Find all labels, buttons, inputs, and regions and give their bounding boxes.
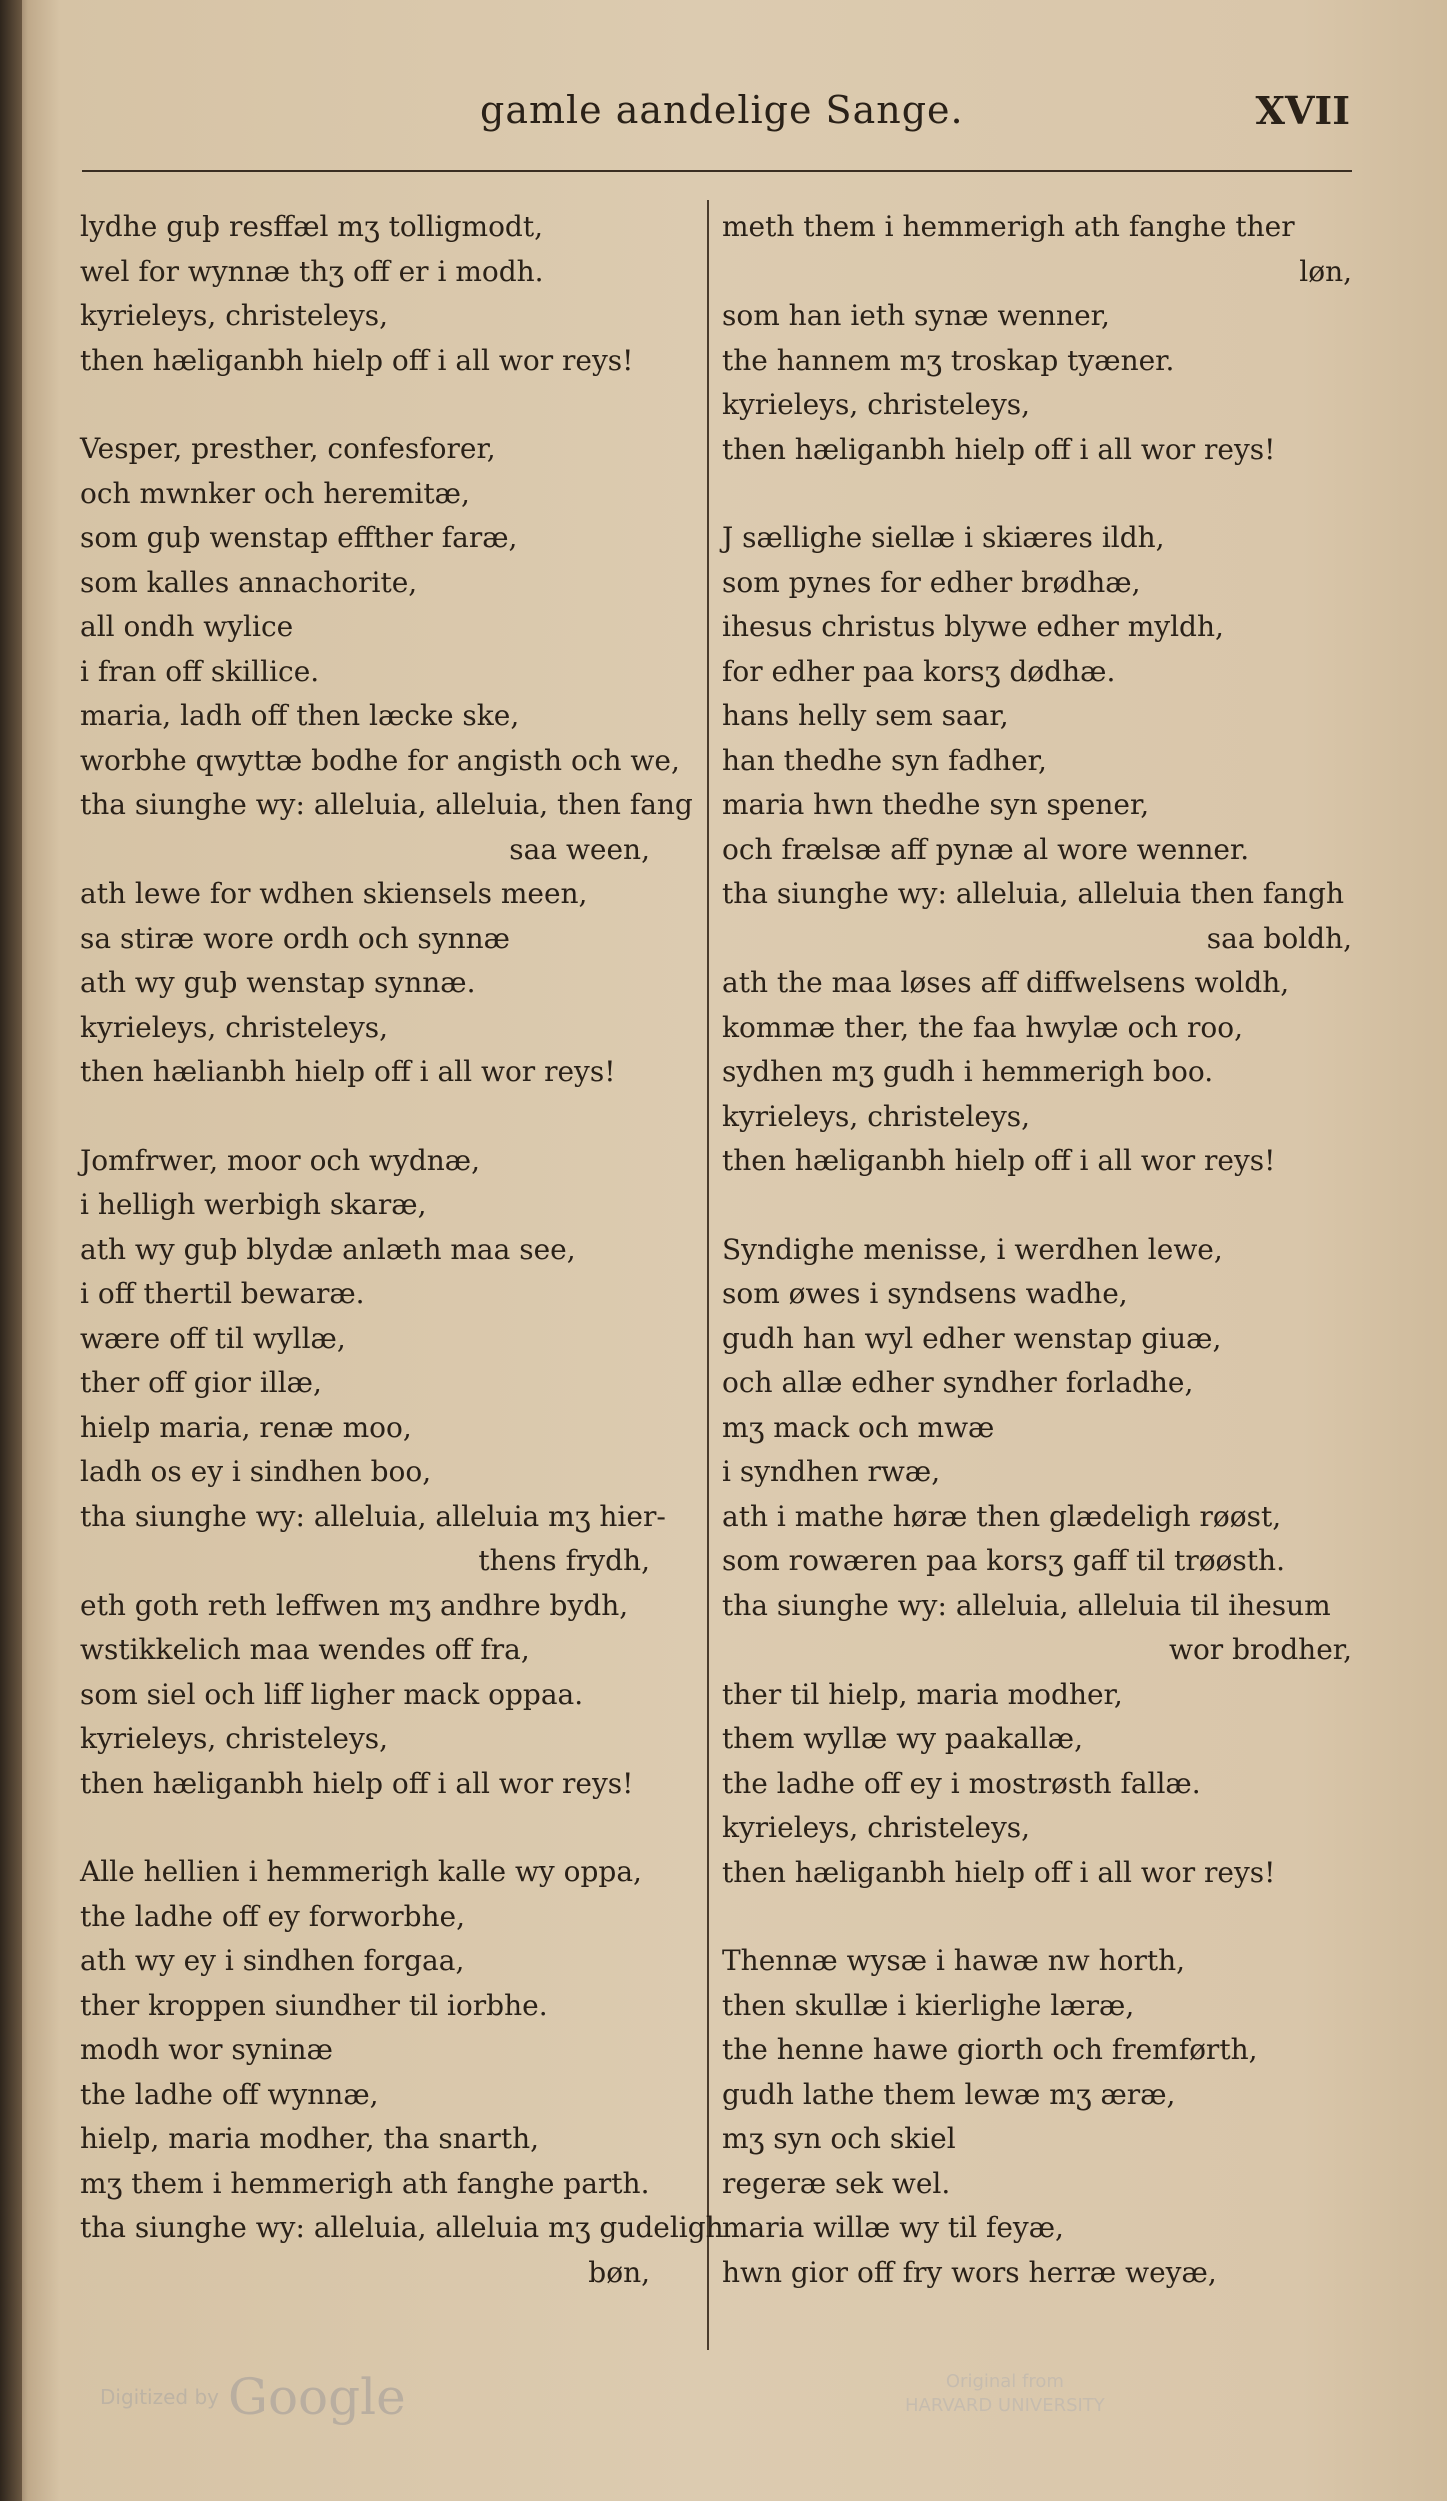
verse-line: tha siunghe wy: alleluia, alleluia mʒ hier-: [80, 1499, 666, 1533]
original-from-text: [905, 2370, 1105, 2418]
verse-line: kyrieleys, christeleys,: [80, 1010, 389, 1044]
verse-line: ath the maa løses aff diffwelsens woldh,: [722, 966, 1290, 999]
verse-line: maria, ladh off then læcke ske,: [80, 699, 520, 732]
verse-line: hielp, maria modher, tha snarth,: [80, 2122, 540, 2155]
stanza: [80, 205, 690, 383]
running-title: gamle aandelige Sange.: [480, 88, 964, 132]
header-rule: [82, 170, 1352, 172]
verse-line: wel for wynnæ thʒ off er i modh.: [80, 254, 544, 288]
verse-line: och mwnker och heremitæ,: [80, 476, 470, 510]
verse-line: the ladhe off ey forworbhe,: [80, 1899, 466, 1933]
harvard-university-line: HARVARD UNIVERSITY: [905, 2395, 1105, 2416]
verse-line: tha siunghe wy: alleluia, alleluia, then fang: [80, 788, 693, 821]
verse-line: ath i mathe høræ then glædeligh røøst,: [722, 1499, 1282, 1533]
verse-line: meth them i hemmerigh ath fanghe ther: [722, 210, 1295, 243]
verse-line: then hæliganbh hielp off i all wor reys!: [722, 432, 1276, 466]
verse-line: mʒ them i hemmerigh ath fanghe parth.: [80, 2166, 650, 2200]
verse-line-continuation: saa boldh,: [1206, 921, 1352, 955]
verse-line: kyrieleys, christeleys,: [80, 299, 389, 332]
running-header: [80, 88, 1350, 148]
verse-line: for edher paa korsʒ dødhæ.: [722, 654, 1116, 688]
verse-line: i off thertil bewaræ.: [80, 1277, 365, 1310]
verse-line: kyrieleys, christeleys,: [722, 1811, 1031, 1844]
verse-line: hielp maria, renæ moo,: [80, 1410, 412, 1444]
verse-line: Thennæ wysæ i hawæ nw horth,: [722, 1944, 1186, 1977]
verse-line: Alle hellien i hemmerigh kalle wy oppa,: [80, 1855, 642, 1888]
verse-line: hans helly sem saar,: [722, 699, 1009, 732]
verse-line: kyrieleys, christeleys,: [722, 1099, 1031, 1133]
verse-line: gudh lathe them lewæ mʒ æræ,: [722, 2077, 1176, 2111]
stanza: [80, 1139, 690, 1807]
verse-line: then hæliganbh hielp off i all wor reys!: [80, 1766, 634, 1800]
verse-line: som rowæren paa korsʒ gaff til trøøsth.: [722, 1544, 1285, 1577]
verse-line: tha siunghe wy: alleluia, alleluia then fangh: [722, 877, 1344, 910]
verse-line: i helligh werbigh skaræ,: [80, 1188, 427, 1221]
digitized-by-text: Digitized by: [100, 2385, 219, 2409]
right-column: [722, 205, 1362, 2339]
verse-line: maria hwn thedhe syn spener,: [722, 788, 1150, 821]
verse-line: i syndhen rwæ,: [722, 1455, 941, 1488]
verse-line: ther til hielp, maria modher,: [722, 1677, 1123, 1711]
verse-line: then hæliganbh hielp off i all wor reys!: [722, 1144, 1276, 1177]
verse-line: modh wor syninæ: [80, 2033, 333, 2066]
stanza: [722, 516, 1362, 1184]
verse-line-continuation: løn,: [1299, 254, 1352, 288]
verse-line: kyrieleys, christeleys,: [80, 1722, 389, 1755]
page-number: XVII: [1255, 88, 1350, 133]
stanza: [722, 205, 1362, 472]
verse-line: ther off gior illæ,: [80, 1366, 322, 1399]
verse-line-continuation: bøn,: [588, 2255, 650, 2289]
verse-line: eth goth reth leffwen mʒ andhre bydh,: [80, 1588, 629, 1622]
verse-line: then hæliganbh hielp off i all wor reys!: [80, 343, 634, 377]
verse-line: mʒ syn och skiel: [722, 2122, 956, 2155]
verse-line: then hælianbh hielp off i all wor reys!: [80, 1055, 616, 1088]
verse-line: worbhe qwyttæ bodhe for angisth och we,: [80, 743, 680, 777]
verse-line: tha siunghe wy: alleluia, alleluia mʒ gudeligh: [80, 2211, 724, 2244]
verse-line: ath wy guþ blydæ anlæth maa see,: [80, 1232, 576, 1266]
stanza: [722, 1939, 1362, 2295]
verse-line: regeræ sek wel.: [722, 2166, 951, 2200]
verse-line: som guþ wenstap effther faræ,: [80, 521, 518, 554]
book-spine: [0, 0, 22, 2501]
verse-line: ihesus christus blywe edher myldh,: [722, 610, 1224, 643]
left-column: [80, 205, 724, 2339]
verse-line: kyrieleys, christeleys,: [722, 388, 1031, 421]
verse-line: mʒ mack och mwæ: [722, 1410, 995, 1444]
verse-line: then skullæ i kierlighe læræ,: [722, 1988, 1135, 2022]
verse-line: ath wy guþ wenstap synnæ.: [80, 966, 476, 999]
google-logo: Google: [228, 2368, 406, 2426]
verse-line: ther kroppen siundher til iorbhe.: [80, 1988, 548, 2022]
stanza: [80, 427, 693, 1095]
verse-line-continuation: thens frydh,: [478, 1544, 650, 1577]
verse-line: som pynes for edher brødhæ,: [722, 565, 1141, 599]
verse-line: i fran off skillice.: [80, 654, 320, 688]
verse-line: ath lewe for wdhen skiensels meen,: [80, 877, 588, 910]
stanza: [80, 1850, 724, 2295]
verse-line: lydhe guþ resffæl mʒ tolligmodt,: [80, 210, 544, 243]
verse-line: sydhen mʒ gudh i hemmerigh boo.: [722, 1055, 1214, 1088]
original-from-line: Original from: [945, 2371, 1064, 2392]
verse-line: the ladhe off ey i mostrøsth fallæ.: [722, 1766, 1201, 1800]
verse-line: Syndighe menisse, i werdhen lewe,: [722, 1232, 1223, 1266]
verse-line: J sællighe siellæ i skiæres ildh,: [722, 521, 1165, 554]
verse-line: then hæliganbh hielp off i all wor reys!: [722, 1855, 1276, 1889]
stanza: [722, 1228, 1362, 1896]
verse-line: Vesper, presther, confesforer,: [80, 432, 496, 465]
verse-line: maria willæ wy til feyæ,: [722, 2211, 1064, 2244]
verse-line: som øwes i syndsens wadhe,: [722, 1277, 1128, 1310]
verse-line: ath wy ey i sindhen forgaa,: [80, 1944, 465, 1977]
verse-line: the henne hawe giorth och fremførth,: [722, 2033, 1258, 2066]
verse-line: the hannem mʒ troskap tyæner.: [722, 343, 1175, 377]
verse-line: them wyllæ wy paakallæ,: [722, 1722, 1084, 1755]
verse-line: och allæ edher syndher forladhe,: [722, 1366, 1194, 1399]
verse-line: sa stiræ wore ordh och synnæ: [80, 921, 510, 955]
verse-line: kommæ ther, the faa hwylæ och roo,: [722, 1010, 1243, 1044]
verse-line: the ladhe off wynnæ,: [80, 2077, 379, 2111]
verse-line: som kalles annachorite,: [80, 565, 418, 599]
verse-line: tha siunghe wy: alleluia, alleluia til ihesum: [722, 1588, 1331, 1622]
verse-line: och frælsæ aff pynæ al wore wenner.: [722, 832, 1250, 866]
column-divider: [707, 200, 709, 2350]
verse-line: gudh han wyl edher wenstap giuæ,: [722, 1321, 1222, 1355]
verse-line: som siel och liff ligher mack oppaa.: [80, 1677, 584, 1711]
verse-line: ladh os ey i sindhen boo,: [80, 1455, 432, 1488]
verse-line: all ondh wylice: [80, 610, 294, 643]
verse-line: Jomfrwer, moor och wydnæ,: [80, 1143, 481, 1177]
verse-line: wære off til wyllæ,: [80, 1321, 346, 1355]
verse-line: som han ieth synæ wenner,: [722, 299, 1110, 332]
verse-line-continuation: wor brodher,: [1168, 1633, 1352, 1666]
verse-line-continuation: saa ween,: [509, 832, 650, 866]
verse-line: wstikkelich maa wendes off fra,: [80, 1633, 530, 1666]
verse-line: hwn gior off fry wors herræ weyæ,: [722, 2255, 1217, 2289]
verse-line: han thedhe syn fadher,: [722, 743, 1047, 777]
